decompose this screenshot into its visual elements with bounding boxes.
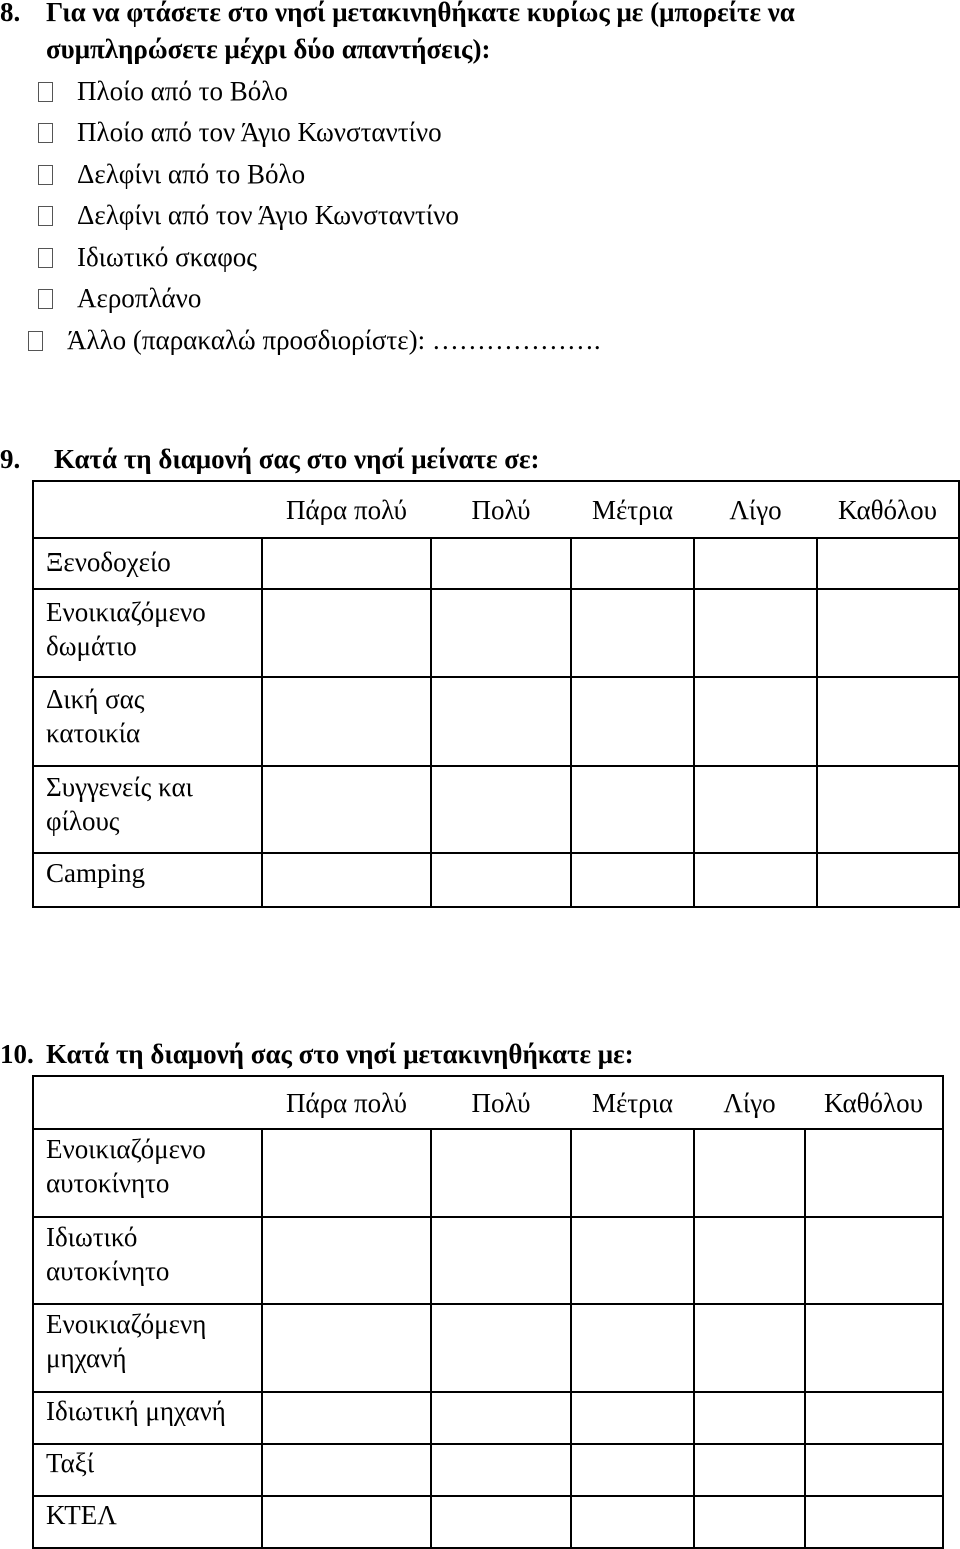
square-checkbox-icon[interactable] bbox=[38, 289, 53, 309]
row-label bbox=[33, 853, 262, 907]
column-header: Μέτρια bbox=[571, 1076, 694, 1129]
square-checkbox-icon[interactable] bbox=[38, 123, 53, 143]
rating-cell[interactable] bbox=[817, 677, 959, 766]
row-label-line1: Ενοικιαζόμενο bbox=[46, 1134, 206, 1164]
option-label: Δελφίνι από το Βόλο bbox=[77, 159, 306, 189]
rating-cell[interactable] bbox=[694, 766, 817, 853]
header-empty-cell bbox=[33, 1076, 262, 1129]
rating-cell[interactable] bbox=[805, 1304, 943, 1392]
row-label-line2: μηχανή bbox=[46, 1343, 127, 1373]
row-label-line1: Συγγενείς και bbox=[46, 772, 193, 802]
rating-cell[interactable] bbox=[694, 1304, 805, 1392]
rating-cell[interactable] bbox=[571, 766, 694, 853]
rating-cell[interactable] bbox=[571, 1496, 694, 1548]
table-row bbox=[33, 677, 959, 766]
rating-cell[interactable] bbox=[571, 1129, 694, 1217]
row-label-line2: αυτοκίνητο bbox=[46, 1168, 170, 1198]
option-airplane[interactable] bbox=[38, 281, 201, 315]
option-ferry-volos[interactable] bbox=[38, 74, 288, 108]
rating-cell[interactable] bbox=[694, 1217, 805, 1304]
question-8-number: 8. bbox=[0, 0, 21, 27]
rating-cell[interactable] bbox=[805, 1217, 943, 1304]
question-9-number: 9. bbox=[0, 444, 21, 474]
row-label bbox=[33, 1444, 262, 1496]
table-header-row bbox=[33, 1076, 943, 1129]
rating-cell[interactable] bbox=[817, 766, 959, 853]
table-row bbox=[33, 1304, 943, 1392]
rating-cell[interactable] bbox=[262, 538, 431, 589]
row-label-line2: δωμάτιο bbox=[46, 631, 137, 661]
row-label bbox=[33, 538, 262, 589]
rating-cell[interactable] bbox=[262, 766, 431, 853]
question-8-title bbox=[0, 0, 950, 68]
rating-cell[interactable] bbox=[431, 853, 571, 907]
rating-cell[interactable] bbox=[431, 1304, 571, 1392]
table-row bbox=[33, 1217, 943, 1304]
row-label-line1: Δική σας bbox=[46, 684, 145, 714]
row-label-line1: Ξενοδοχείο bbox=[46, 547, 171, 577]
row-label-line2: αυτοκίνητο bbox=[46, 1256, 170, 1286]
square-checkbox-icon[interactable] bbox=[38, 206, 53, 226]
option-label: Αεροπλάνο bbox=[77, 283, 202, 313]
column-header: Καθόλου bbox=[817, 481, 959, 538]
rating-cell[interactable] bbox=[571, 1444, 694, 1496]
rating-cell[interactable] bbox=[431, 538, 571, 589]
table-row bbox=[33, 766, 959, 853]
option-dolphin-agios-konstantinos[interactable] bbox=[38, 198, 459, 232]
rating-cell[interactable] bbox=[262, 1444, 431, 1496]
row-label-line1: Ενοικιαζόμενη bbox=[46, 1309, 207, 1339]
rating-cell[interactable] bbox=[262, 1304, 431, 1392]
rating-cell[interactable] bbox=[694, 1392, 805, 1444]
question-8-title-line2: συμπληρώσετε μέχρι δύο απαντήσεις): bbox=[46, 34, 491, 64]
table-row bbox=[33, 1392, 943, 1444]
row-label-line1: Ενοικιαζόμενο bbox=[46, 597, 206, 627]
question-10-title bbox=[0, 1036, 634, 1073]
row-label bbox=[33, 1129, 262, 1217]
question-9-title bbox=[0, 441, 540, 478]
row-label bbox=[33, 1496, 262, 1548]
table-row bbox=[33, 1496, 943, 1548]
rating-cell[interactable] bbox=[262, 1217, 431, 1304]
row-label bbox=[33, 677, 262, 766]
stay-rating-table bbox=[32, 480, 960, 908]
option-label: Πλοίο από το Βόλο bbox=[77, 76, 288, 106]
column-header: Πάρα πολύ bbox=[262, 481, 431, 538]
other-fill-in-field[interactable]: ………………. bbox=[431, 325, 601, 355]
column-header: Λίγο bbox=[694, 1076, 805, 1129]
row-label-line1: ΚΤΕΛ bbox=[46, 1500, 117, 1530]
rating-cell[interactable] bbox=[694, 1129, 805, 1217]
table-row bbox=[33, 538, 959, 589]
rating-cell[interactable] bbox=[262, 1129, 431, 1217]
rating-cell[interactable] bbox=[262, 1496, 431, 1548]
row-label-line1: Camping bbox=[46, 858, 145, 888]
rating-cell[interactable] bbox=[571, 589, 694, 677]
row-label bbox=[33, 766, 262, 853]
rating-cell[interactable] bbox=[431, 1444, 571, 1496]
rating-cell[interactable] bbox=[805, 1444, 943, 1496]
option-label: Ιδιωτικό σκαφος bbox=[77, 242, 257, 272]
column-header: Πολύ bbox=[431, 481, 571, 538]
rating-cell[interactable] bbox=[694, 853, 817, 907]
column-header: Μέτρια bbox=[571, 481, 694, 538]
rating-cell[interactable] bbox=[805, 1392, 943, 1444]
rating-cell[interactable] bbox=[431, 1129, 571, 1217]
rating-cell[interactable] bbox=[817, 589, 959, 677]
table-row bbox=[33, 853, 959, 907]
question-10-title-text: Κατά τη διαμονή σας στο νησί μετακινηθήκατε με: bbox=[46, 1039, 634, 1069]
question-9-title-text: Κατά τη διαμονή σας στο νησί μείνατε σε: bbox=[54, 444, 540, 474]
rating-cell[interactable] bbox=[262, 677, 431, 766]
row-label bbox=[33, 1304, 262, 1392]
row-label-line1: Ιδιωτικό bbox=[46, 1222, 138, 1252]
row-label-line1: Ιδιωτική μηχανή bbox=[46, 1396, 226, 1426]
square-checkbox-icon[interactable] bbox=[38, 82, 53, 102]
square-checkbox-icon[interactable] bbox=[28, 331, 43, 351]
rating-cell[interactable] bbox=[431, 1392, 571, 1444]
option-other[interactable] bbox=[28, 323, 601, 357]
column-header: Πάρα πολύ bbox=[262, 1076, 431, 1129]
column-header: Πολύ bbox=[431, 1076, 571, 1129]
header-empty-cell bbox=[33, 481, 262, 538]
rating-cell[interactable] bbox=[431, 677, 571, 766]
option-private-boat[interactable] bbox=[38, 240, 257, 274]
rating-cell[interactable] bbox=[817, 538, 959, 589]
rating-cell[interactable] bbox=[262, 853, 431, 907]
square-checkbox-icon[interactable] bbox=[38, 248, 53, 268]
transport-rating-table bbox=[32, 1075, 944, 1549]
rating-cell[interactable] bbox=[262, 589, 431, 677]
rating-cell[interactable] bbox=[694, 1496, 805, 1548]
rating-cell[interactable] bbox=[694, 538, 817, 589]
row-label-line2: κατοικία bbox=[46, 718, 141, 748]
rating-cell[interactable] bbox=[571, 1392, 694, 1444]
row-label-line1: Ταξί bbox=[46, 1448, 95, 1478]
rating-cell[interactable] bbox=[571, 538, 694, 589]
rating-cell[interactable] bbox=[571, 1304, 694, 1392]
rating-cell[interactable] bbox=[431, 766, 571, 853]
table-row bbox=[33, 1444, 943, 1496]
rating-cell[interactable] bbox=[262, 1392, 431, 1444]
question-8-title-line1: Για να φτάσετε στο νησί μετακινηθήκατε κυρίως με (μπορείτε να bbox=[46, 0, 795, 27]
table-header-row bbox=[33, 481, 959, 538]
rating-cell[interactable] bbox=[817, 853, 959, 907]
rating-cell[interactable] bbox=[805, 1496, 943, 1548]
option-label: Δελφίνι από τον Άγιο Κωνσταντίνο bbox=[77, 200, 459, 230]
rating-cell[interactable] bbox=[431, 1496, 571, 1548]
rating-cell[interactable] bbox=[431, 589, 571, 677]
rating-cell[interactable] bbox=[431, 1217, 571, 1304]
rating-cell[interactable] bbox=[571, 853, 694, 907]
option-ferry-agios-konstantinos[interactable] bbox=[38, 115, 442, 149]
question-10-number: 10. bbox=[0, 1039, 34, 1069]
row-label bbox=[33, 1392, 262, 1444]
rating-cell[interactable] bbox=[805, 1129, 943, 1217]
column-header: Καθόλου bbox=[805, 1076, 943, 1129]
table-row bbox=[33, 589, 959, 677]
rating-cell[interactable] bbox=[694, 677, 817, 766]
column-header: Λίγο bbox=[694, 481, 817, 538]
row-label bbox=[33, 589, 262, 677]
rating-cell[interactable] bbox=[571, 1217, 694, 1304]
rating-cell[interactable] bbox=[694, 1444, 805, 1496]
rating-cell[interactable] bbox=[571, 677, 694, 766]
option-dolphin-volos[interactable] bbox=[38, 157, 305, 191]
square-checkbox-icon[interactable] bbox=[38, 165, 53, 185]
row-label-line2: φίλους bbox=[46, 806, 120, 836]
option-label: Άλλο (παρακαλώ προσδιορίστε): bbox=[67, 325, 426, 355]
row-label bbox=[33, 1217, 262, 1304]
table-row bbox=[33, 1129, 943, 1217]
option-label: Πλοίο από τον Άγιο Κωνσταντίνο bbox=[77, 117, 442, 147]
rating-cell[interactable] bbox=[694, 589, 817, 677]
